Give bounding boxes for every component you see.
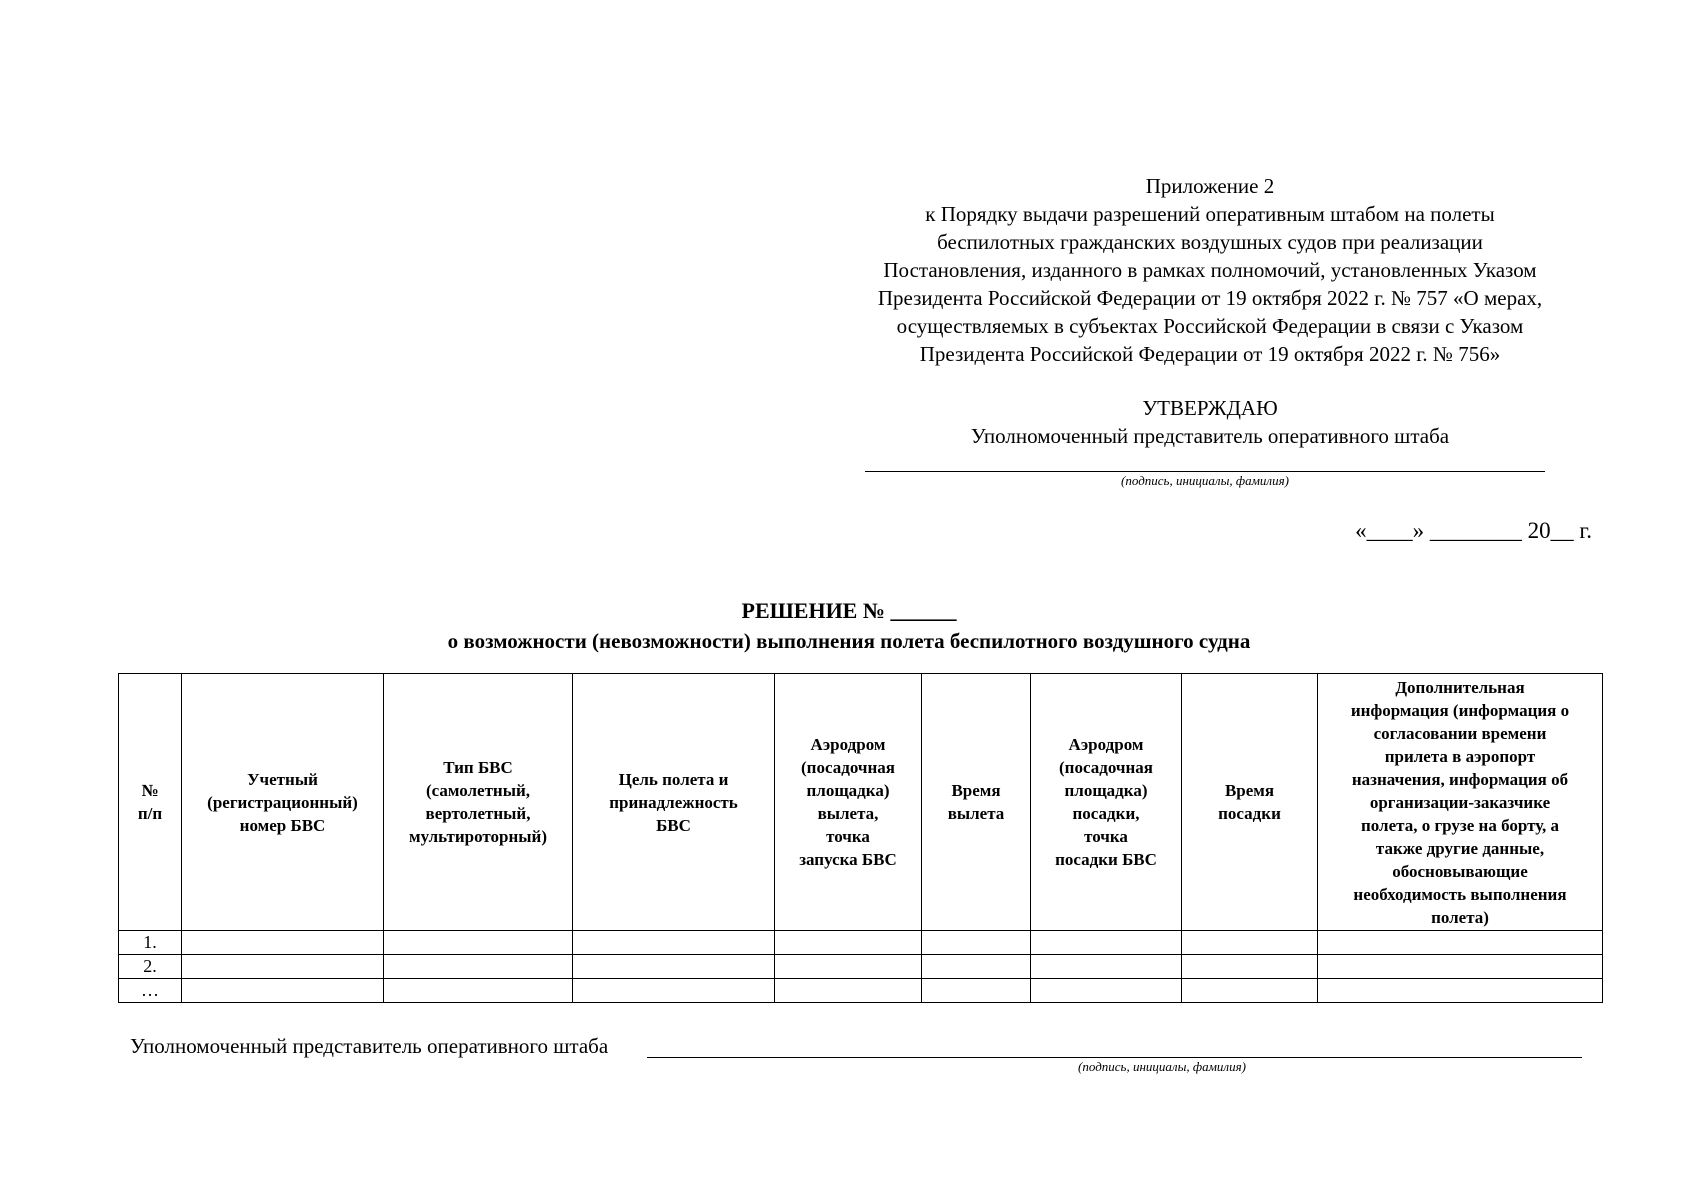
header-line: организации-заказчике bbox=[1369, 792, 1551, 812]
table-cell[interactable] bbox=[573, 931, 775, 955]
row-number-cell: 1. bbox=[119, 931, 182, 955]
table-cell[interactable] bbox=[384, 955, 573, 979]
table-cell[interactable] bbox=[775, 931, 922, 955]
header-line: площадка) bbox=[1064, 781, 1148, 800]
header-departure-aerodrome bbox=[775, 674, 922, 931]
header-line: полета, о грузе на борту, а bbox=[1360, 815, 1559, 835]
header-line: Цель полета и bbox=[618, 769, 729, 789]
appendix-line: к Порядку выдачи разрешений оперативным штабом на полеты bbox=[925, 202, 1495, 226]
header-landing-time bbox=[1182, 674, 1318, 931]
row-number-cell: … bbox=[119, 979, 182, 1003]
table-cell[interactable] bbox=[573, 979, 775, 1003]
footer-signature-caption: (подпись, инициалы, фамилия) bbox=[1078, 1059, 1246, 1074]
header-line: площадка) bbox=[806, 781, 890, 800]
table-cell[interactable] bbox=[922, 979, 1031, 1003]
header-line: запуска БВС bbox=[799, 850, 897, 869]
footer-representative-label: Уполномоченный представитель оперативного штаба bbox=[130, 1034, 609, 1058]
header-flight-purpose bbox=[573, 674, 775, 931]
header-line: необходимость выполнения bbox=[1353, 884, 1567, 904]
header-line: информация (информация о bbox=[1350, 700, 1570, 720]
table-cell[interactable] bbox=[573, 955, 775, 979]
approval-subtitle: Уполномоченный представитель оперативного штаба bbox=[970, 424, 1450, 448]
table-cell[interactable] bbox=[182, 955, 384, 979]
table-header-row bbox=[119, 674, 1603, 931]
header-additional-info bbox=[1318, 674, 1603, 931]
table-cell[interactable] bbox=[1318, 931, 1603, 955]
table-cell[interactable] bbox=[1182, 979, 1318, 1003]
header-line: № bbox=[141, 781, 159, 800]
table-cell[interactable] bbox=[775, 955, 922, 979]
header-line: вылета bbox=[947, 804, 1005, 823]
table-cell[interactable] bbox=[1031, 931, 1182, 955]
header-line: п/п bbox=[137, 804, 163, 823]
header-line: посадки БВС bbox=[1055, 850, 1157, 869]
header-line: Аэродром bbox=[1068, 735, 1144, 754]
header-line: вертолетный, bbox=[425, 804, 531, 823]
header-line: посадки bbox=[1218, 804, 1281, 823]
appendix-line: беспилотных гражданских воздушных судов при реализации bbox=[937, 230, 1483, 254]
table-row bbox=[119, 931, 1603, 955]
appendix-line: Президента Российской Федерации от 19 октября 2022 г. № 757 «О мерах, bbox=[877, 286, 1543, 310]
table-cell[interactable] bbox=[775, 979, 922, 1003]
header-line: (самолетный, bbox=[425, 781, 531, 800]
header-line: (посадочная bbox=[801, 758, 895, 777]
row-number-cell: 2. bbox=[119, 955, 182, 979]
table-cell[interactable] bbox=[1031, 979, 1182, 1003]
header-line: (регистрационный) bbox=[207, 792, 358, 812]
table-cell[interactable] bbox=[384, 931, 573, 955]
approval-signature-line[interactable] bbox=[865, 471, 1545, 472]
header-line: Время bbox=[951, 781, 1001, 800]
table-cell[interactable] bbox=[182, 931, 384, 955]
header-line: посадки, bbox=[1072, 804, 1140, 823]
decision-subtitle: о возможности (невозможности) выполнения полета беспилотного воздушного судна bbox=[447, 629, 1251, 653]
header-line: вылета, bbox=[817, 804, 879, 823]
table-cell[interactable] bbox=[182, 979, 384, 1003]
appendix-line: Приложение 2 bbox=[1145, 174, 1275, 198]
header-line: мультироторный) bbox=[408, 827, 548, 846]
header-line: назначения, информация об bbox=[1351, 769, 1569, 789]
header-landing-aerodrome bbox=[1031, 674, 1182, 931]
header-line: полета) bbox=[1431, 907, 1489, 927]
table-cell[interactable] bbox=[1031, 955, 1182, 979]
approval-signature-caption: (подпись, инициалы, фамилия) bbox=[1121, 473, 1289, 488]
header-line: Дополнительная bbox=[1395, 677, 1525, 697]
header-line: Аэродром bbox=[810, 735, 886, 754]
header-line: Учетный bbox=[247, 769, 318, 789]
approval-date-line[interactable]: «____» ________ 20__ г. bbox=[1355, 518, 1592, 543]
header-line: БВС bbox=[656, 815, 691, 835]
table-cell[interactable] bbox=[1182, 931, 1318, 955]
header-number bbox=[119, 674, 182, 931]
header-line: точка bbox=[826, 827, 870, 846]
header-line: прилета в аэропорт bbox=[1384, 746, 1536, 766]
header-line: (посадочная bbox=[1059, 758, 1153, 777]
header-uav-type bbox=[384, 674, 573, 931]
appendix-line: Президента Российской Федерации от 19 октября 2022 г. № 756» bbox=[919, 342, 1501, 366]
table-cell[interactable] bbox=[1182, 955, 1318, 979]
flight-decision-table bbox=[118, 673, 1603, 1003]
footer-signature-line[interactable] bbox=[647, 1057, 1582, 1058]
header-line: принадлежность bbox=[609, 792, 738, 812]
table-cell[interactable] bbox=[922, 955, 1031, 979]
table-row bbox=[119, 955, 1603, 979]
header-line: точка bbox=[1084, 827, 1128, 846]
table-row bbox=[119, 979, 1603, 1003]
table-cell[interactable] bbox=[1318, 979, 1603, 1003]
header-registration-number bbox=[182, 674, 384, 931]
decision-title: РЕШЕНИЕ № ______ bbox=[741, 598, 957, 623]
header-line: согласовании времени bbox=[1373, 723, 1547, 743]
appendix-line: осуществляемых в субъектах Российской Федерации в связи с Указом bbox=[896, 314, 1524, 338]
appendix-line: Постановления, изданного в рамках полномочий, установленных Указом bbox=[883, 258, 1537, 282]
header-line: также другие данные, bbox=[1375, 838, 1545, 858]
table-cell[interactable] bbox=[1318, 955, 1603, 979]
table-cell[interactable] bbox=[384, 979, 573, 1003]
table-cell[interactable] bbox=[922, 931, 1031, 955]
header-line: обосновывающие bbox=[1392, 861, 1528, 881]
header-line: Время bbox=[1224, 781, 1275, 800]
header-line: номер БВС bbox=[239, 815, 326, 835]
approval-title: УТВЕРЖДАЮ bbox=[1142, 396, 1278, 420]
header-line: Тип БВС bbox=[443, 758, 513, 777]
header-departure-time bbox=[922, 674, 1031, 931]
appendix-block bbox=[800, 172, 1620, 368]
